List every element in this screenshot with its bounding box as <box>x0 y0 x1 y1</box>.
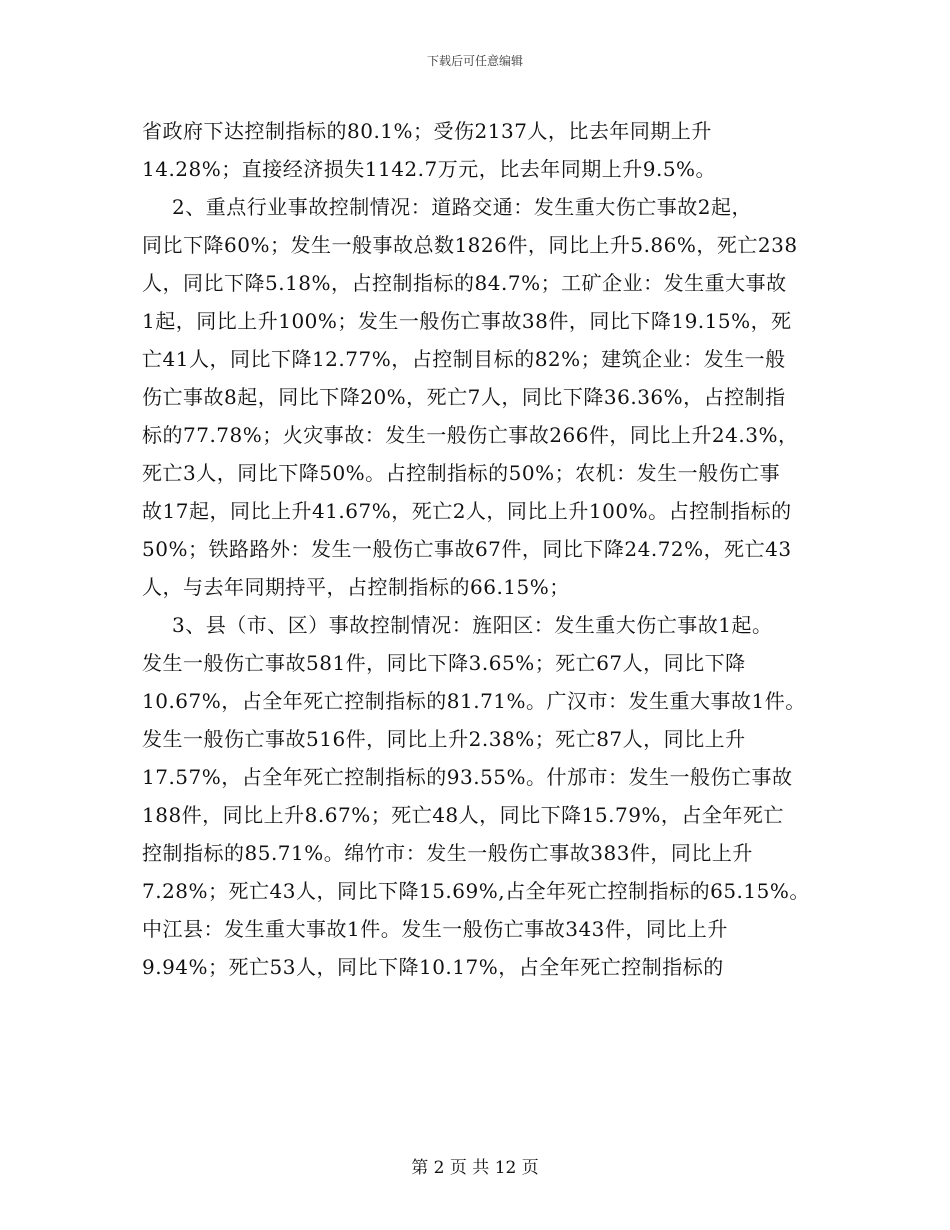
text-line: 省政府下达控制指标的80.1%；受伤2137人，比去年同期上升 <box>142 119 712 143</box>
text-line: 14.28%；直接经济损失1142.7万元，比去年同期上升9.5%。 <box>142 157 717 181</box>
text-line: 9.94%；死亡53人，同比下降10.17%，占全年死亡控制指标的 <box>142 955 724 979</box>
text-line: 同比下降60%；发生一般事故总数1826件，同比上升5.86%，死亡238 <box>142 233 798 257</box>
text-line: 人，与去年同期持平，占控制指标的66.15%； <box>142 575 570 599</box>
page-number-footer: 第 2 页 共 12 页 <box>411 1158 539 1178</box>
text-line: 中江县：发生重大事故1件。发生一般伤亡事故343件，同比上升 <box>142 917 728 941</box>
text-line: 死亡3人，同比下降50%。占控制指标的50%；农机：发生一般伤亡事 <box>142 461 781 485</box>
text-line: 188件，同比上升8.67%；死亡48人，同比下降15.79%，占全年死亡 <box>142 803 784 827</box>
text-line: 人，同比下降5.18%，占控制指标的84.7%；工矿企业：发生重大事故 <box>142 271 787 295</box>
page-header: 下载后可任意编辑 <box>426 54 523 68</box>
text-line: 控制指标的85.71%。绵竹市：发生一般伤亡事故383件，同比上升 <box>142 841 753 865</box>
text-line: 亡41人，同比下降12.77%，占控制目标的82%；建筑企业：发生一般 <box>142 347 786 371</box>
text-line: 发生一般伤亡事故516件，同比上升2.38%；死亡87人，同比上升 <box>142 727 746 751</box>
paragraph-start-line: 3、县（市、区）事故控制情况：旌阳区：发生重大伤亡事故1起。 <box>172 613 773 637</box>
text-line: 10.67%，占全年死亡控制指标的81.71%。广汉市：发生重大事故1件。 <box>142 689 806 713</box>
text-line: 标的77.78%；火灾事故：发生一般伤亡事故266件，同比上升24.3%， <box>142 423 799 447</box>
text-line: 伤亡事故8起，同比下降20%，死亡7人，同比下降36.36%，占控制指 <box>142 385 786 409</box>
paragraph-start-line: 2、重点行业事故控制情况：道路交通：发生重大伤亡事故2起， <box>172 195 752 219</box>
document-body <box>142 112 822 986</box>
text-line: 发生一般伤亡事故581件，同比下降3.65%；死亡67人，同比下降 <box>142 651 746 675</box>
text-line: 50%；铁路路外：发生一般伤亡事故67件，同比下降24.72%，死亡43 <box>142 537 792 561</box>
text-line: 17.57%，占全年死亡控制指标的93.55%。什邡市：发生一般伤亡事故 <box>142 765 793 789</box>
text-line: 故17起，同比上升41.67%，死亡2人，同比上升100%。占控制指标的 <box>142 499 792 523</box>
text-line: 1起，同比上升100%；发生一般伤亡事故38件，同比下降19.15%，死 <box>142 309 792 333</box>
text-line: 7.28%；死亡43人，同比下降15.69%,占全年死亡控制指标的65.15%。 <box>142 879 810 903</box>
